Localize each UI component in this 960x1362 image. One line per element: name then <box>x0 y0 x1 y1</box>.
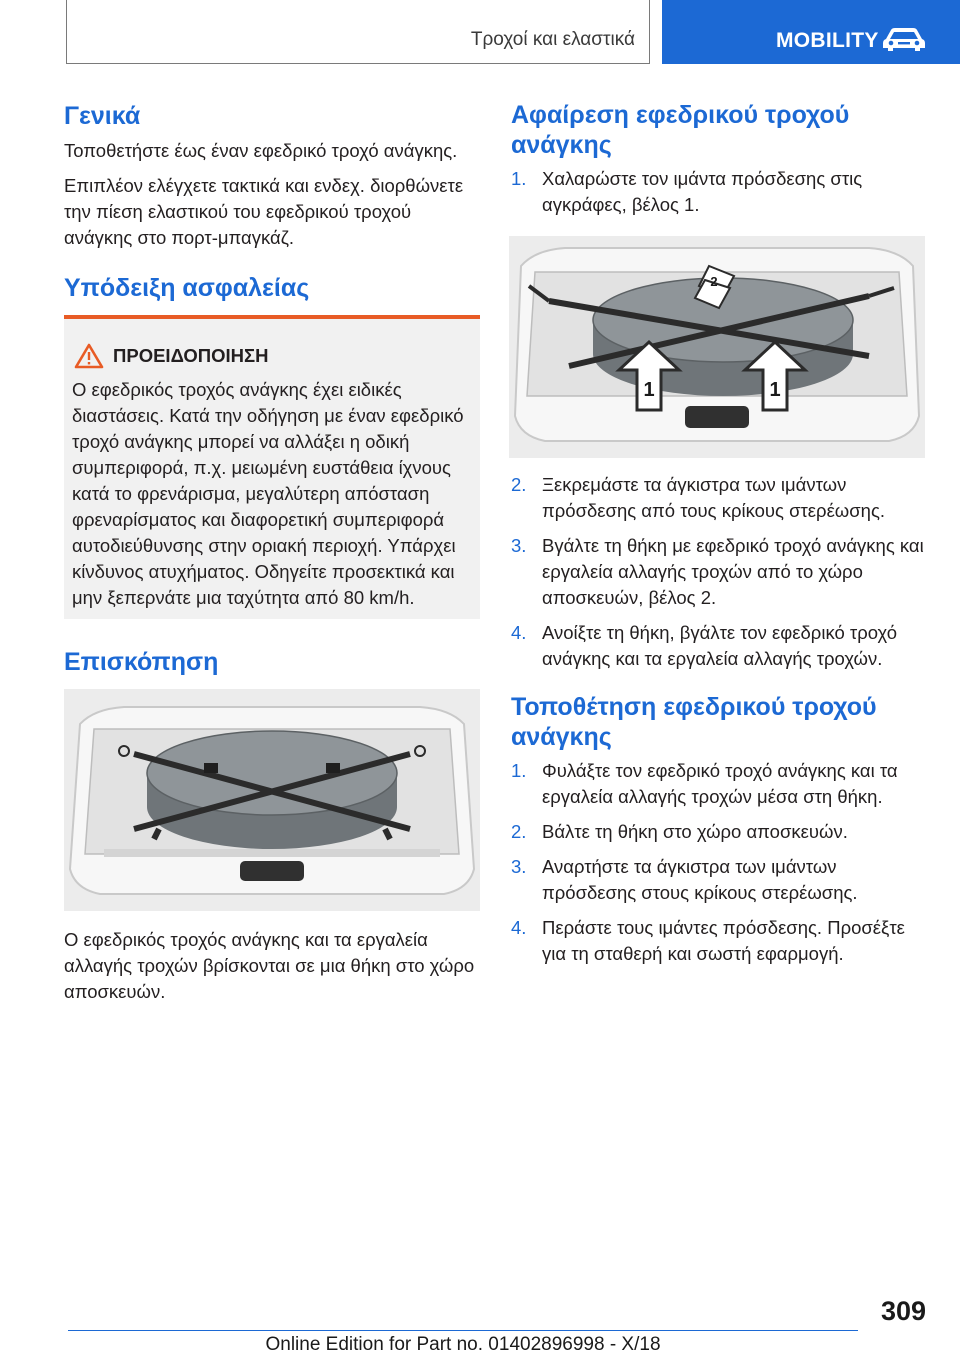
step-text: Φυλάξτε τον εφεδρικό τροχό ανάγκης και τα εργαλεία αλλαγής τροχών μέσα στη θήκη. <box>542 760 898 807</box>
footer-divider <box>68 1330 858 1331</box>
list-item <box>511 620 925 672</box>
step-text: Ανοίξτε τη θήκη, βγάλτε τον εφεδρικό τροχό ανάγκης και τα εργαλεία αλλαγής τροχών. <box>542 622 898 669</box>
left-column <box>64 100 480 305</box>
step-number: 3. <box>511 856 527 877</box>
step-text: Βγάλτε τη θήκη με εφεδρικό τροχό ανάγκης και εργαλεία αλλαγής τροχών από το χώρο αποσκευών, βέλος 2. <box>542 535 924 608</box>
remove-steps-continued <box>511 472 925 967</box>
trunk-overview-image <box>64 689 480 911</box>
remove-steps-list <box>511 166 925 218</box>
stow-steps-list <box>511 758 925 967</box>
step-text: Χαλαρώστε τον ιμάντα πρόσδεσης στις αγκράφες, βέλος 1. <box>542 168 863 215</box>
remove-steps-list-2 <box>511 472 925 672</box>
list-item <box>511 915 925 967</box>
step-number: 1. <box>511 168 527 189</box>
step-number: 2. <box>511 474 527 495</box>
remove-heading: Αφαίρεση εφεδρικού τροχού ανάγκης <box>511 101 850 159</box>
overview-heading: Επισκόπηση <box>64 648 219 676</box>
warning-triangle-icon <box>74 343 104 369</box>
overview-caption: Ο εφεδρικός τροχός ανάγκης και τα εργαλεία αλλαγής τροχών βρίσκονται σε μια θήκη στο χώρο αποσκευών. <box>64 929 475 1002</box>
list-item <box>511 533 925 611</box>
step-text: Περάστε τους ιμάντες πρόσδεσης. Προσέξτε για τη σταθερή και σωστή εφαρμογή. <box>542 917 905 964</box>
step-number: 4. <box>511 917 527 938</box>
step-number: 2. <box>511 821 527 842</box>
chapter-title: Τροχοί και ελαστικά <box>470 29 635 50</box>
section-title: MOBILITY <box>776 29 879 52</box>
trunk-removal-image <box>509 236 925 458</box>
list-item <box>511 758 925 810</box>
list-item <box>511 166 925 218</box>
step-number: 3. <box>511 535 527 556</box>
stow-heading: Τοποθέτηση εφεδρικού τροχού ανάγκης <box>511 693 877 751</box>
car-icon <box>882 26 926 52</box>
footer-edition: Online Edition for Part no. 01402896998 - X/18 <box>265 1334 661 1355</box>
warning-text: Ο εφεδρικός τροχός ανάγκης έχει ειδικές διαστάσεις. Κατά την οδήγηση με έναν εφεδρικό τροχό ανάγκης μπορεί να αλλάξει η οδική συμπεριφορά, π.χ. μειωμένη ευστάθεια ίχνους κατά το φρενάρισμα, μεγαλύτερη απόσταση φρεναρίσματος και διαφορετική συμπεριφορά αυτοδιεύθυνσης στην οριακή περιοχή. Υπάρχει κίνδυνος ατυχήματος. Οδηγείτε προσεκτικά και μην ξεπερνάτε μια ταχύτητα από 80 km/h. <box>72 379 464 608</box>
page-number: 309 <box>880 1296 926 1326</box>
step-number: 4. <box>511 622 527 643</box>
arrow-1b-label: 1 <box>769 379 781 401</box>
header-section-box <box>662 0 960 64</box>
general-heading: Γενικά <box>64 102 141 130</box>
step-text: Βάλτε τη θήκη στο χώρο αποσκευών. <box>542 821 848 842</box>
warning-title: ΠΡΟΕΙΔΟΠΟΙΗΣΗ <box>113 345 269 366</box>
step-text: Αναρτήστε τα άγκιστρα των ιμάντων πρόσδεσης στους κρίκους στερέωσης. <box>542 856 858 903</box>
header-chapter-box <box>66 0 650 64</box>
list-item <box>511 472 925 524</box>
list-item <box>511 819 925 845</box>
arrow-2-label: 2 <box>710 274 718 289</box>
step-text: Ξεκρεμάστε τα άγκιστρα των ιμάντων πρόσδεσης από τους κρίκους στερέωσης. <box>542 474 886 521</box>
step-number: 1. <box>511 760 527 781</box>
general-paragraph-2: Επιπλέον ελέγχετε τακτικά και ενδεχ. διορθώνετε την πίεση ελαστικού του εφεδρικού τροχού ανάγκης στο πορτ-μπαγκάζ. <box>64 175 464 248</box>
list-item <box>511 854 925 906</box>
right-column <box>511 100 925 218</box>
arrow-1-label: 1 <box>643 379 655 401</box>
warning-box <box>64 315 480 619</box>
general-paragraph-1: Τοποθετήστε έως έναν εφεδρικό τροχό ανάγκης. <box>64 140 458 161</box>
safety-heading: Υπόδειξη ασφαλείας <box>64 274 310 302</box>
